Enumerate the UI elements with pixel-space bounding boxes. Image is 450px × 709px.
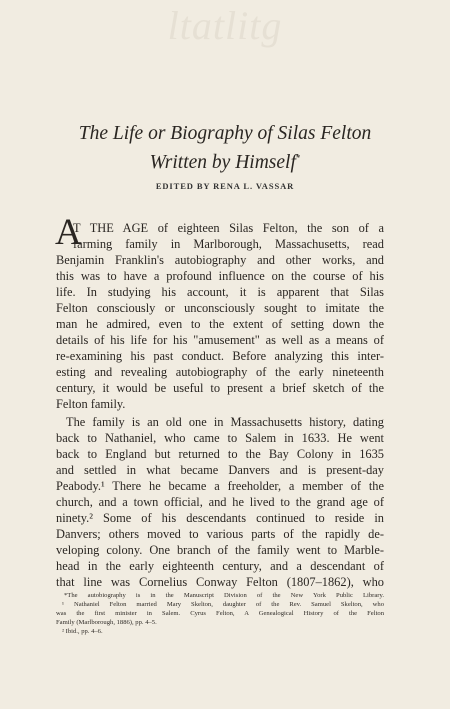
body-line: back to England but returned to the Bay Colony in 1635 [56, 447, 384, 461]
body-line: life. In studying his account, it is apparent that Silas [56, 285, 384, 299]
footnote-line: *The autobiography is in the Manuscript Division of the New York Public Library. [64, 592, 384, 599]
body-line: details of his life for his "amusement" as well as a means of [56, 333, 384, 347]
body-line: man he admired, even to the extent of setting down the [56, 317, 384, 331]
body-line: back to Nathaniel, who came to Salem in 1633. He went [56, 431, 384, 445]
body-line: that line was Cornelius Conway Felton (1807–1862), who [56, 575, 384, 589]
title-footnote-marker: * [295, 153, 301, 163]
body-line: veloping colony. One branch of the family went to Marble- [56, 543, 384, 557]
article-title-line-1: The Life or Biography of Silas Felton [78, 123, 372, 144]
body-line: head in the early eighteenth century, and a descendant of [56, 559, 384, 573]
body-line: Felton family. [56, 397, 126, 411]
footnote-line: ¹ Nathaniel Felton married Mary Skelton, daughter of the Rev. Samuel Skelton, who [62, 601, 384, 608]
article-title-subtitle: Written by Himself [149, 152, 296, 173]
editor-byline: EDITED BY RENA L. VASSAR [155, 181, 295, 191]
show-through-text: ltatlitg [167, 3, 283, 48]
body-line: esting and revealing autobiography of the early nineteenth [56, 365, 384, 379]
footnote-line: ² Ibid., pp. 4–6. [62, 628, 103, 635]
body-line: Felton consciously or unconsciously sought to imitate the [56, 301, 384, 315]
body-line: ninety.² Some of his descendants continued to reside in [56, 511, 384, 525]
body-line: farming family in Marlborough, Massachusetts, read [73, 237, 384, 251]
body-line: Benjamin Franklin's autobiography and other works, and [56, 253, 384, 267]
body-line: and settled in what became Danvers and is present-day [56, 463, 384, 477]
body-line: church, and a town official, and he lived to the grand age of [56, 495, 384, 509]
body-line: T THE AGE of eighteen Silas Felton, the son of a [73, 221, 384, 235]
footnote-line: was the first minister in Salem. Cyrus Felton, A Genealogical History of the Felton [56, 610, 384, 617]
body-line: re-examining his past conduct. Before analyzing this inter- [56, 349, 384, 363]
article-title-line-2 [0, 146, 450, 175]
body-line: Peabody.¹ There he became a freeholder, a member of the [56, 479, 384, 493]
body-line: century, it would be useful to present a brief sketch of the [56, 381, 384, 395]
footnote-line: Family (Marlborough, 1886), pp. 4–5. [56, 619, 157, 626]
drop-cap: A [55, 212, 82, 253]
body-line: this was to have a profound influence on the course of his [56, 269, 384, 283]
body-line: The family is an old one in Massachusetts history, dating [66, 415, 384, 429]
body-line: Danvers; others moved to various parts of the rapidly de- [56, 527, 384, 541]
